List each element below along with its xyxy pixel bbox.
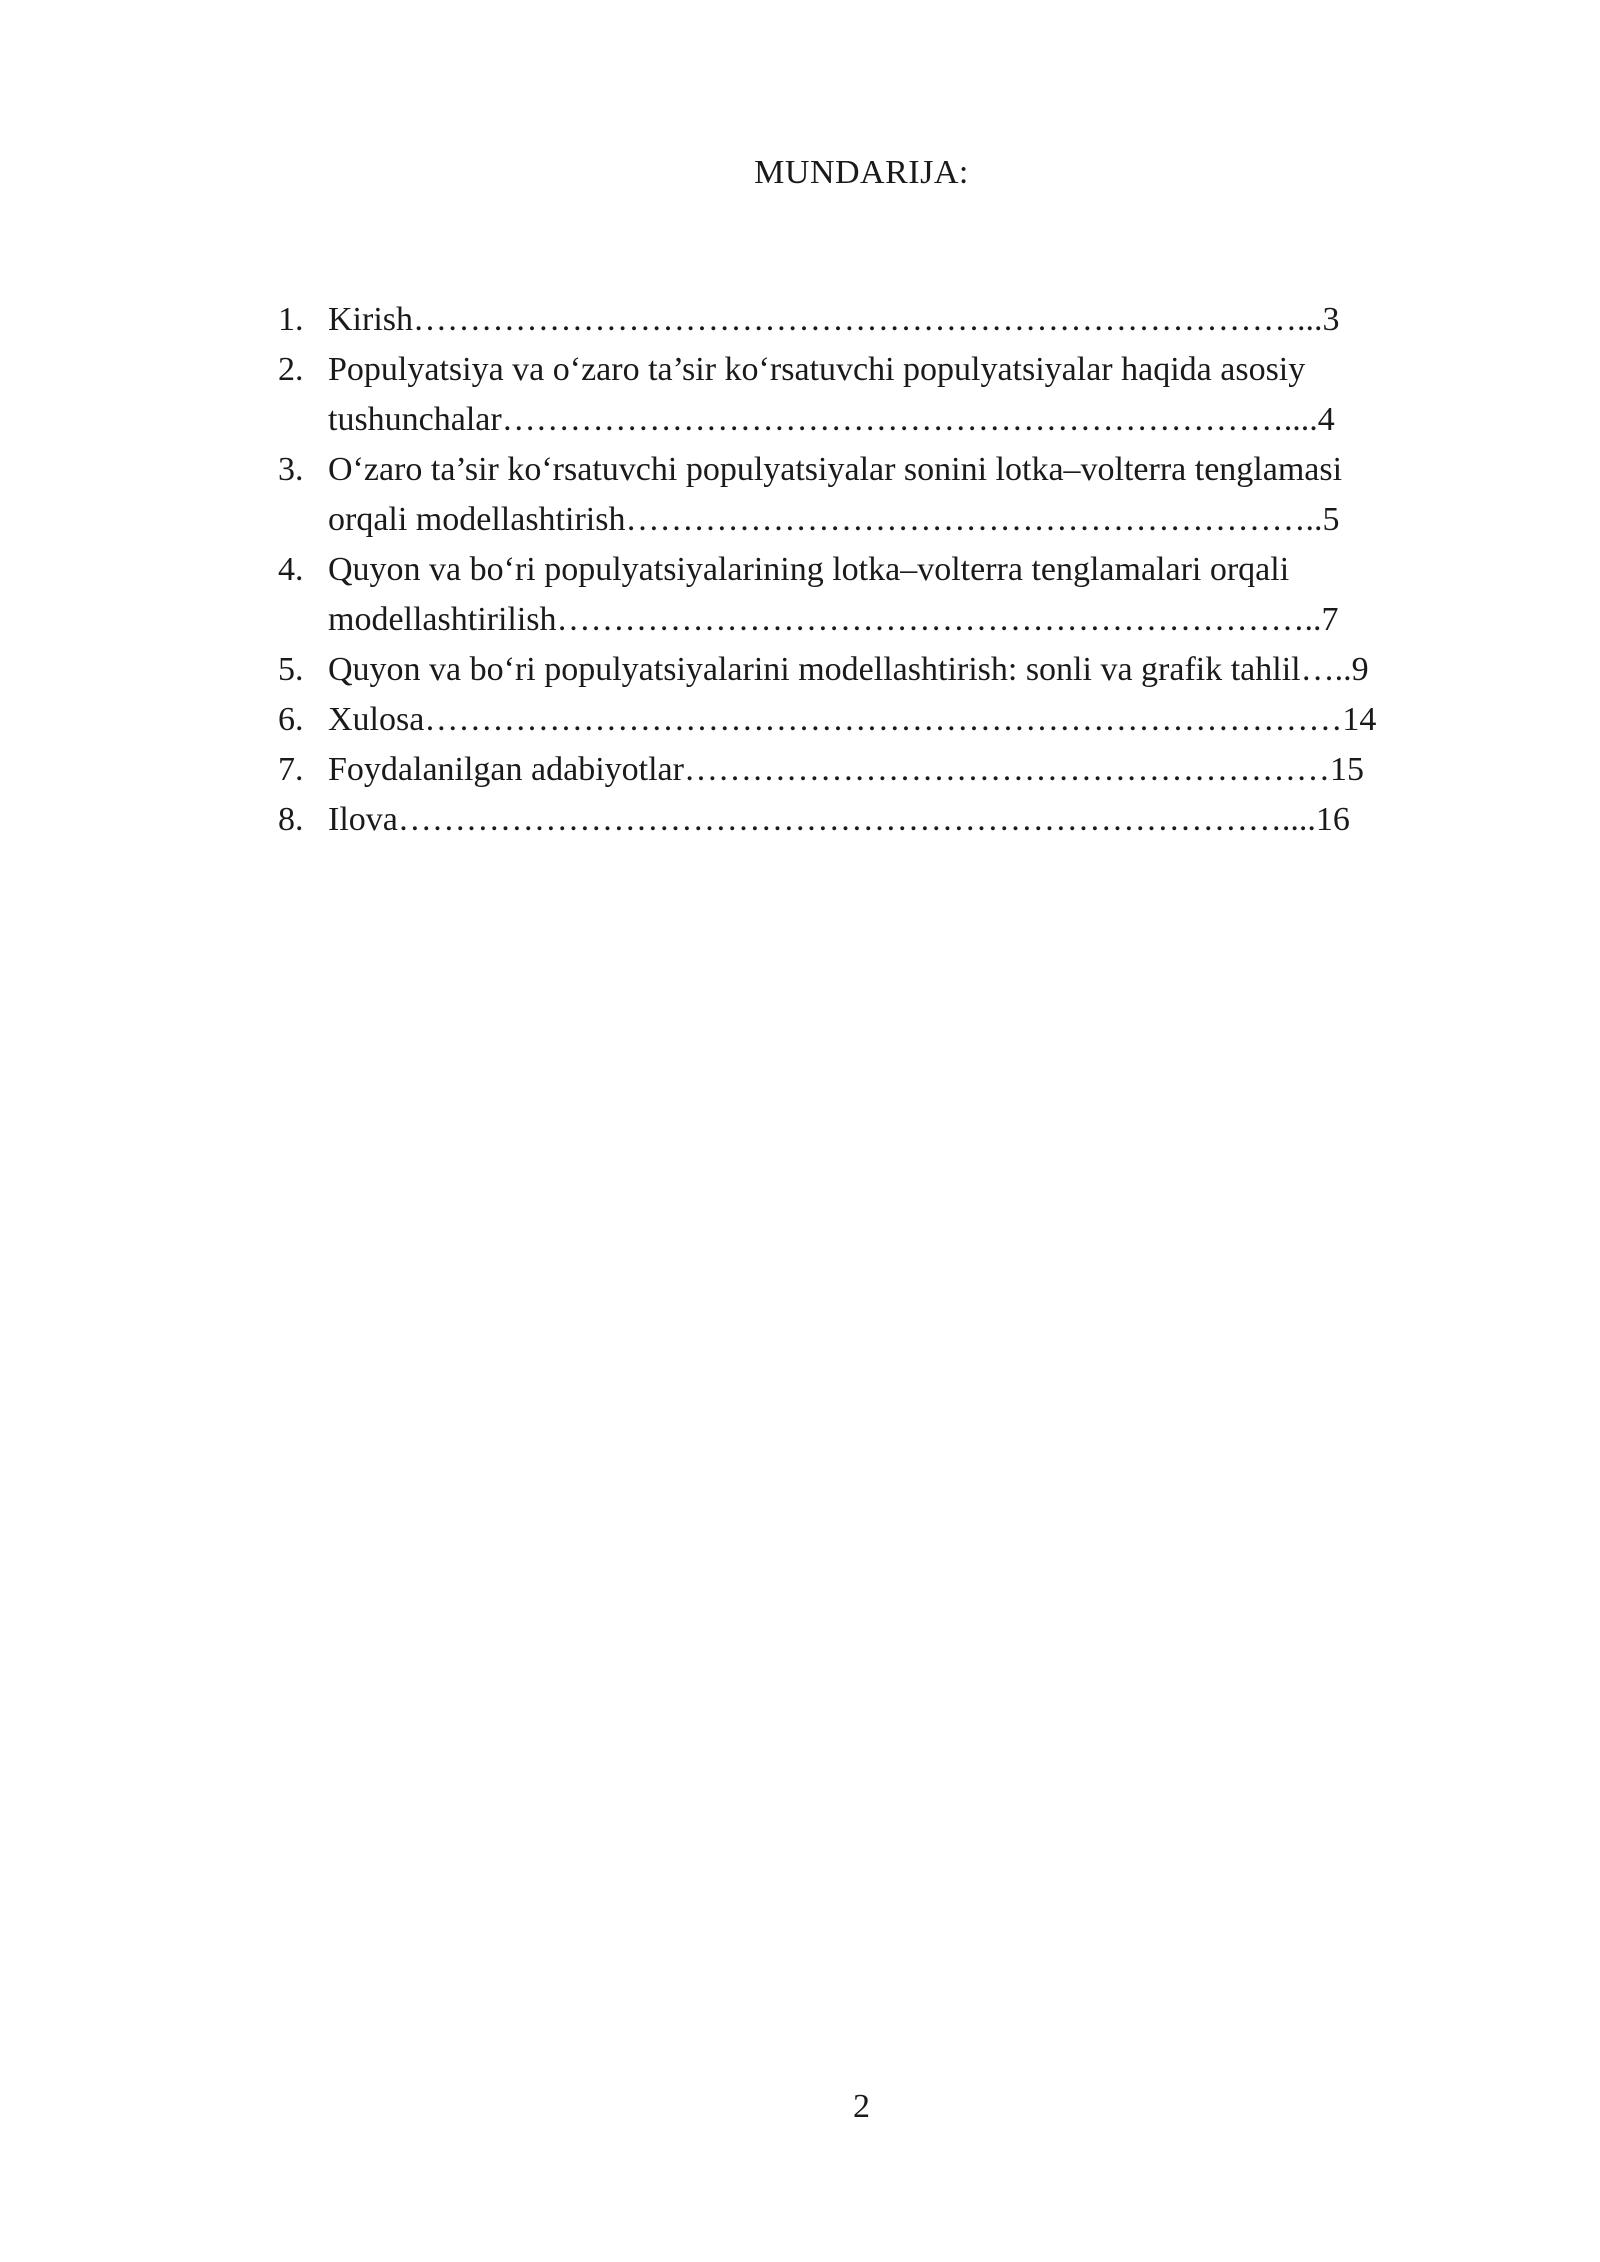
toc-item-body xyxy=(328,645,1488,695)
toc-item xyxy=(278,745,1488,795)
toc-item-body xyxy=(328,745,1488,795)
toc-item-text: modellashtirilish…………………………………………………………..7 xyxy=(328,601,1339,638)
toc-item-body xyxy=(328,345,1488,445)
toc-item-text: Populyatsiya va o‘zaro ta’sir ko‘rsatuvchi populyatsiyalar haqida asosiy xyxy=(328,351,1306,388)
toc-item-body xyxy=(328,445,1488,545)
toc-item-text: Xulosa………………………………………………………………………14 xyxy=(328,701,1377,738)
toc-item xyxy=(278,695,1488,745)
toc-item-body xyxy=(328,295,1488,345)
toc-item-number: 3. xyxy=(278,451,304,488)
toc-item-number: 8. xyxy=(278,801,304,838)
page-title: MUNDARIJA: xyxy=(754,154,969,191)
toc-item-number: 4. xyxy=(278,551,304,588)
toc-item-number: 1. xyxy=(278,301,304,338)
page-number: 2 xyxy=(853,2088,870,2125)
toc-item-number: 2. xyxy=(278,351,304,388)
toc-item-body xyxy=(328,545,1488,645)
toc-item-text: orqali modellashtirish……………………………………………………..5 xyxy=(328,501,1340,538)
toc-item-text: Foydalanilgan adabiyotlar…………………………………………………15 xyxy=(328,751,1364,788)
table-of-contents xyxy=(278,295,1488,845)
toc-item xyxy=(278,295,1488,345)
toc-item-body xyxy=(328,795,1488,845)
toc-item-text: O‘zaro ta’sir ko‘rsatuvchi populyatsiyalar sonini lotka–volterra tenglamasi xyxy=(328,451,1343,488)
toc-item xyxy=(278,645,1488,695)
toc-item-text: Kirish……………………………………………………………………...3 xyxy=(328,301,1340,338)
toc-item-number: 6. xyxy=(278,701,304,738)
toc-item-text: Ilova……………………………………………………………………....16 xyxy=(328,801,1350,838)
toc-item xyxy=(278,795,1488,845)
toc-item-text: tushunchalar……………………………………………………………....4 xyxy=(328,401,1335,438)
toc-item-number: 5. xyxy=(278,651,304,688)
toc-item-text: Quyon va bo‘ri populyatsiyalarining lotka–volterra tenglamalari orqali xyxy=(328,551,1290,588)
toc-item-text: Quyon va bo‘ri populyatsiyalarini modellashtirish: sonli va grafik tahlil…..9 xyxy=(328,651,1369,688)
toc-item-body xyxy=(328,695,1488,745)
toc-item-number: 7. xyxy=(278,751,304,788)
toc-item xyxy=(278,445,1488,545)
toc-item xyxy=(278,545,1488,645)
toc-item xyxy=(278,345,1488,445)
